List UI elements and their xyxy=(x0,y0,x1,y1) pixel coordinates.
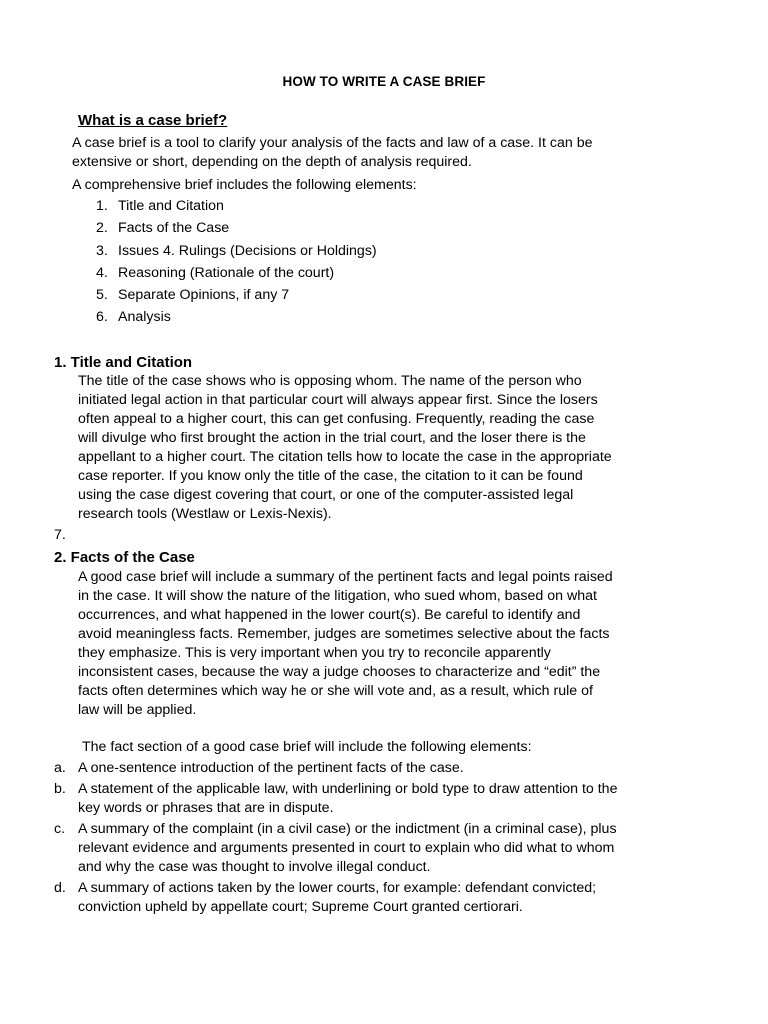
what-is-heading: What is a case brief? xyxy=(78,112,228,129)
list-item: c. A summary of the complaint (in a civil case) or the indictment (in a criminal case), plus relevant evidence and arguments presented in court to explain who did what to whom and why the case was thought to involve illegal conduct. xyxy=(54,821,617,875)
section-2-heading: 2. Facts of the Case xyxy=(54,549,195,566)
fact-intro: The fact section of a good case brief will include the following elements: xyxy=(82,739,532,755)
list-item: a. A one-sentence introduction of the pertinent facts of the case. xyxy=(54,760,464,776)
elements-list xyxy=(96,195,377,329)
list-item: 6. Analysis xyxy=(96,309,171,326)
list-item: 4. Reasoning (Rationale of the court) xyxy=(96,264,335,281)
list-item: 2. Facts of the Case xyxy=(96,220,230,237)
list-item: d. A summary of actions taken by the lower courts, for example: defendant convicted; conviction upheld by appellate court; Supreme Court granted certiorari. xyxy=(54,880,597,915)
stray-number: 7. xyxy=(54,527,66,543)
document-title: HOW TO WRITE A CASE BRIEF xyxy=(282,74,486,89)
list-item: 5. Separate Opinions, if any 7 xyxy=(96,287,290,304)
section-1-body: The title of the case shows who is opposing whom. The name of the person who initiated legal action in that particular court will always appear first. Since the losers often appeal to a higher court, this can get confusing. Frequently, reading the case will divulge who first brought the action in the trial court, and the loser there is the appellant to a higher court. The citation tells how to locate the case in the appropriate case reporter. If you know only the title of the case, the citation to it can be found using the case digest covering that court, or one of the computer-assisted legal research tools (Westlaw or Lexis-Nexis). xyxy=(78,373,612,522)
list-item: 3. Issues 4. Rulings (Decisions or Holdings) xyxy=(96,242,377,259)
intro-paragraph-2: A comprehensive brief includes the following elements: xyxy=(72,177,417,193)
section-2-body: A good case brief will include a summary of the pertinent facts and legal points raised in the case. It will show the nature of the litigation, who sued whom, based on what occurrences, and what happened in the lower court(s). Be careful to identify and avoid meaningless facts. Remember, judges are sometimes selective about the facts they emphasize. This is very important when you try to reconcile apparently inconsistent cases, because the way a judge chooses to characterize and “edit” the facts often determines which way he or she will vote and, as a result, which rule of law will be applied. xyxy=(78,569,613,718)
list-item: b. A statement of the applicable law, with underlining or bold type to draw attention to the key words or phrases that are in dispute. xyxy=(54,781,618,816)
fact-elements-list xyxy=(54,759,754,919)
intro-paragraph-1: A case brief is a tool to clarify your analysis of the facts and law of a case. It can be extensive or short, depending on the depth of analysis required. xyxy=(72,135,593,170)
section-1-heading: 1. Title and Citation xyxy=(54,354,193,371)
list-item: 1. Title and Citation xyxy=(96,198,224,214)
